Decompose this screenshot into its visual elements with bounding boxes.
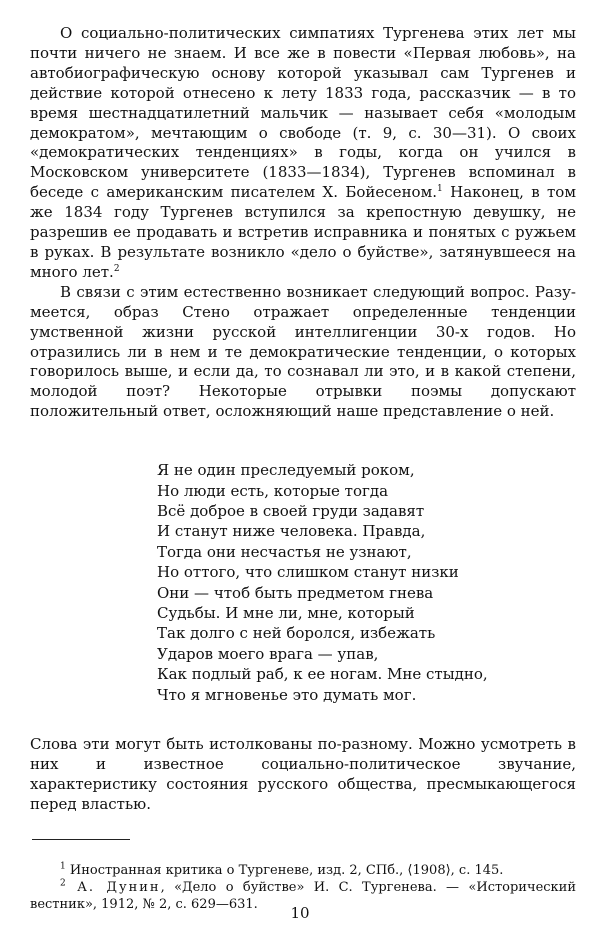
footnote-ref-2[interactable]: 2 [113, 263, 120, 274]
poem-line: Я не один преследуемый роком, [157, 461, 415, 480]
paragraph-1 [30, 24, 576, 283]
paragraph-3-text: Слова эти могут быть истолкованы по-разному. Можно усмотреть в них и известное социально-политическое звучание, характеристику состояния русского общества, пресмыкающегося перед властью. [30, 735, 576, 813]
poem-line: Но люди есть, которые тогда [157, 481, 389, 500]
poem-line: Они — чтоб быть предметом гнева [157, 583, 434, 602]
footnote-2-text: , «Дело о буйстве» И. С. Тургенева. — «Исторический вестник», 1912, № 2, с. 629—631. [30, 879, 576, 912]
paragraph-3 [30, 735, 576, 815]
paragraph-1-text-b: Наконец, в том же 1834 году Тургенев вступился за крепостную девушку, не разрешив ее продавать и встретив исправника и понятых с ружьем в руках. В результате возникло «дело о буйстве», затянувшееся на много лет. [30, 183, 576, 281]
poem-line: Ударов моего врага — упав, [157, 644, 379, 663]
footnote-1 [30, 862, 576, 879]
paragraph-1-text-a: О социально-политических симпатиях Тургенева этих лет мы почти ничего не знаем. И все же в повести «Первая любовь», на автобиографическую основу которой указывал сам Тургенев и действие которой отнесено к лету 1833 года, рассказчик — в то время шестнадцатилетний мальчик — называет себя «молодым демократом», мечтающим о свободе (т. 9, с. 30—31). О своих «демократических тенденциях» в годы, когда он учился в Московском университете (1833—1834), Тургенев вспоминал в беседе с американским писателем Х. Бойесеном. [30, 24, 576, 202]
footnote-1-text: Иностранная критика о Тургеневе, изд. 2, СПб., ⟨1908⟩, с. 145. [65, 862, 504, 878]
page-number: 10 [290, 904, 310, 922]
poem-line: Но оттого, что слишком станут низки [157, 563, 459, 582]
footnote-mark-2: 2 [60, 878, 66, 889]
footnote-mark-1: 1 [60, 861, 66, 872]
poem-line: Всё доброе в своей груди задавят [157, 501, 425, 520]
poem-line: Как подлый раб, к ее ногам. Мне стыдно, [157, 665, 488, 684]
poem-line: Тогда они несчастья не узнают, [157, 542, 412, 561]
poem-line: И станут ниже человека. Правда, [157, 522, 426, 541]
paragraph-2-text: В связи с этим естественно возникает следующий вопрос. Разумеется, образ Стено отражает определенные тенденции умственной жизни русской интеллигенции 30-х годов. Но отразились ли в нем и те демократические тенденции, о которых говорилось выше, и если да, то сознавал ли это, и в какой степени, молодой поэт? Некоторые отрывки поэмы допускают положительный ответ, осложняющий наше представление о ней. [30, 282, 576, 421]
page-body [30, 24, 576, 913]
poem-line: Судьбы. И мне ли, мне, который [157, 603, 415, 622]
footnote-divider [32, 839, 130, 840]
footnote-2-author: А. Дунин [65, 879, 161, 895]
footnote-ref-1[interactable]: 1 [437, 184, 443, 195]
poem-quote [157, 460, 576, 705]
poem-line: Так долго с ней боролся, избежать [157, 624, 436, 643]
paragraph-2 [30, 283, 576, 422]
poem-line: Что я мгновенье это думать мог. [157, 685, 417, 704]
